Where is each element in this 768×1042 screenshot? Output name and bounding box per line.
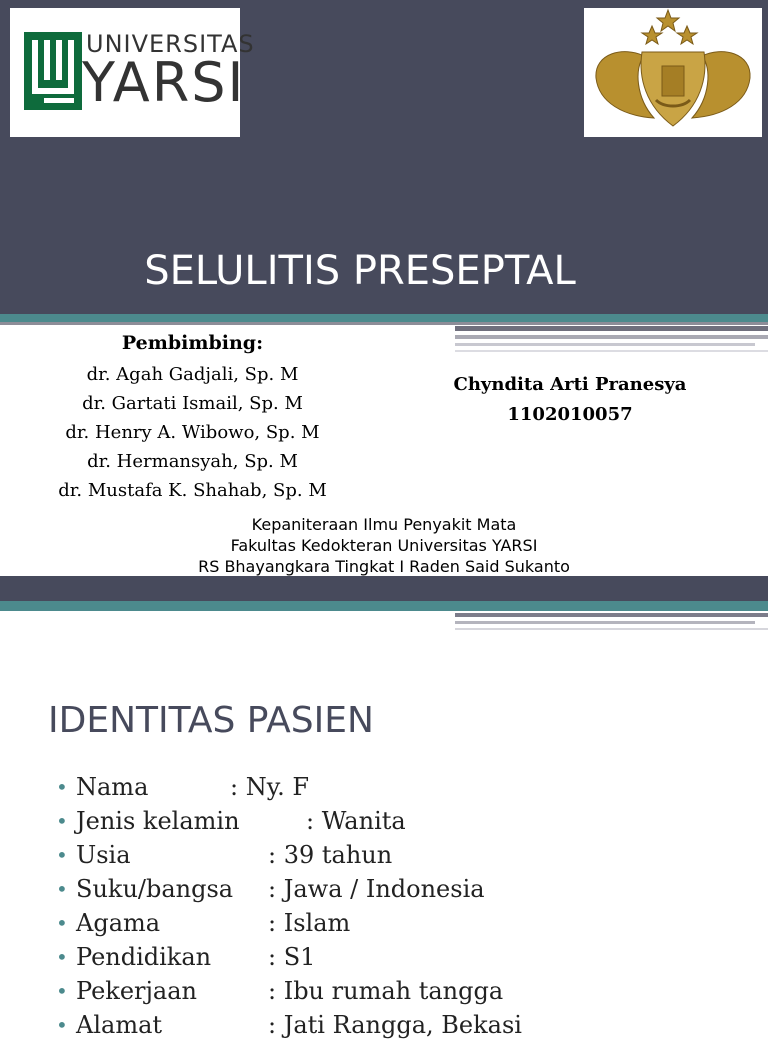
item-value: : Wanita: [306, 807, 406, 835]
item-value: : Ny. F: [230, 773, 309, 801]
item-label: Pekerjaan: [76, 977, 198, 1005]
item-value: : 39 tahun: [268, 841, 393, 869]
author-id: 1102010057: [507, 404, 633, 425]
footer-band: [0, 576, 768, 601]
footer-stripe: [0, 601, 768, 611]
pembimbing-name: dr. Agah Gadjali, Sp. M: [86, 364, 299, 385]
item-value: : Ibu rumah tangga: [268, 977, 504, 1005]
author-name: Chyndita Arti Pranesya: [453, 374, 687, 395]
bullet-icon: •: [56, 1013, 68, 1037]
item-label: Nama: [76, 773, 149, 801]
bullet-icon: •: [56, 979, 68, 1003]
item-label: Jenis kelamin: [76, 807, 240, 835]
pembimbing-name: dr. Gartati Ismail, Sp. M: [82, 393, 303, 414]
pembimbing-name: dr. Henry A. Wibowo, Sp. M: [65, 422, 320, 443]
item-label: Alamat: [76, 1011, 163, 1039]
polri-emblem: [584, 8, 762, 137]
yarsi-logo-icon: [24, 32, 82, 110]
item-label: Suku/bangsa: [76, 875, 234, 903]
department-line: RS Bhayangkara Tingkat I Raden Said Sukanto: [198, 557, 570, 576]
polri-emblem-icon: [584, 8, 762, 137]
bullet-icon: •: [56, 877, 68, 901]
decorative-lines: [455, 611, 768, 633]
title-slide-header: [0, 0, 768, 314]
department-info: [0, 514, 768, 576]
item-label: Pendidikan: [76, 943, 212, 971]
item-label: Usia: [76, 841, 131, 869]
bullet-icon: •: [56, 809, 68, 833]
item-value: : Jati Rangga, Bekasi: [268, 1011, 522, 1039]
logo-text-universitas: UNIVERSITAS: [86, 30, 255, 58]
department-line: Fakultas Kedokteran Universitas YARSI: [230, 536, 538, 555]
slide-title: IDENTITAS PASIEN: [48, 700, 374, 741]
yarsi-logo: [10, 8, 255, 137]
divider-stripe: [0, 314, 768, 322]
author-block: [420, 370, 720, 430]
item-value: : Jawa / Indonesia: [268, 875, 485, 903]
bullet-icon: •: [56, 843, 68, 867]
department-line: Kepaniteraan Ilmu Penyakit Mata: [251, 515, 517, 534]
bullet-icon: •: [56, 775, 68, 799]
logo-text-yarsi: YARSI: [82, 51, 246, 114]
slide-title: SELULITIS PRESEPTAL: [144, 248, 576, 294]
pembimbing-name: dr. Mustafa K. Shahab, Sp. M: [58, 480, 327, 501]
item-value: : S1: [268, 943, 316, 971]
item-label: Agama: [76, 909, 161, 937]
item-value: : Islam: [268, 909, 351, 937]
pembimbing-name: dr. Hermansyah, Sp. M: [87, 451, 298, 472]
decorative-lines: [455, 326, 768, 354]
bullet-icon: •: [56, 945, 68, 969]
pembimbing-heading: Pembimbing:: [121, 332, 264, 354]
bullet-icon: •: [56, 911, 68, 935]
pembimbing-list: [0, 360, 385, 505]
divider-stripe: [0, 322, 768, 325]
